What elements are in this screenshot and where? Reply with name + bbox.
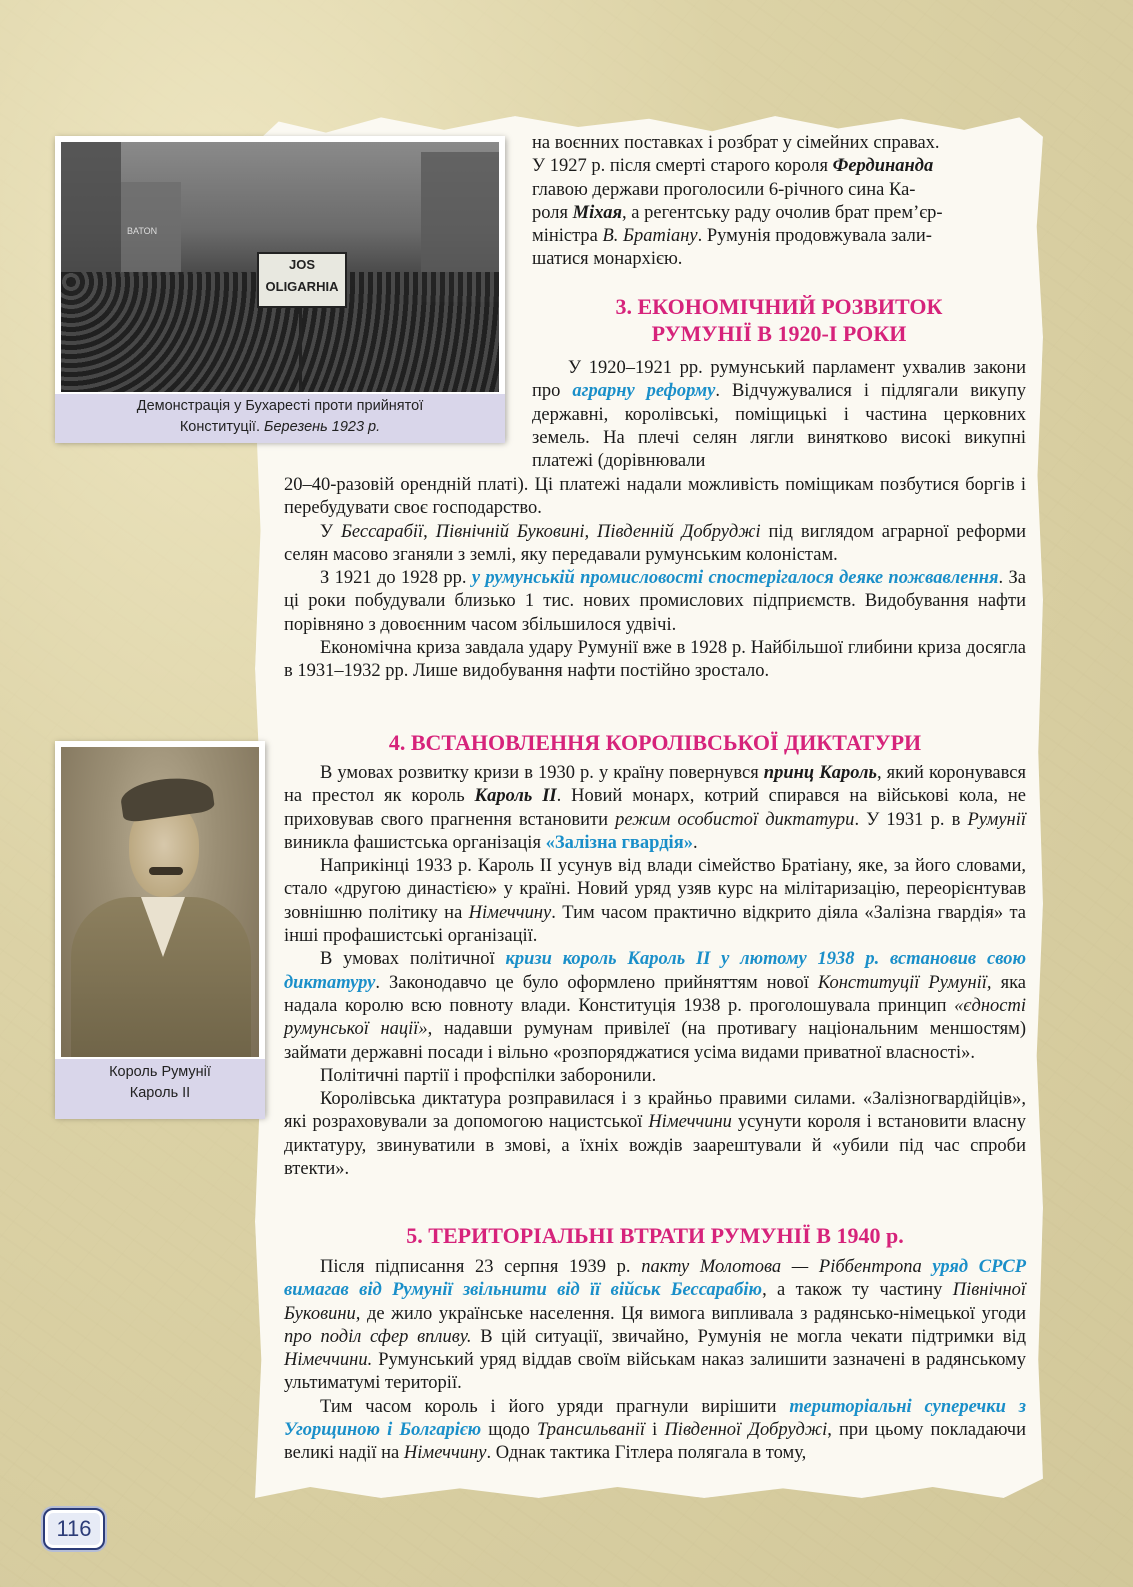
intro-line3: главою держави проголосили 6-річного сина Ка- [532, 179, 916, 200]
p6a: Наприкінці 1933 р. Кароль ІІ усунув від влади сімейство Братіану, яке, за його словами, стало «другою династією» у країні. Новий уряд узяв курс на мілітаризацію, переорієнтував зовнішню політику на [284, 856, 1026, 923]
p5g: . У 1931 р. в [854, 809, 968, 830]
p9b: Німеччини [648, 1112, 732, 1133]
p11f: Південної Добруджі [664, 1420, 828, 1441]
p11e: і [645, 1420, 665, 1441]
agrarian-a: У 1920–1921 рр. румунський парламент ухвалив закони про [532, 358, 1026, 402]
intro-line4a: роля [532, 202, 573, 223]
intro-lines [532, 132, 1026, 272]
intro-line1: на воєнних поставках і розбрат у сімейних справах. [532, 133, 940, 153]
paragraph-iron-guard [284, 1088, 1026, 1181]
agrarian-paragraph [532, 357, 1026, 473]
paragraph-molotov [284, 1256, 1026, 1396]
dictatorship-highlight: кризи король Кароль ІІ у лютому 1938 р. встановив свою диктатуру [284, 949, 1026, 993]
p10k: Румунський уряд віддав своїм військам наказ залишити зазначені в радянському ультиматумі території. [284, 1350, 1026, 1394]
p2b: Бессарабії [341, 521, 424, 542]
p7c: . Законодавчо це було оформлено прийняттям нової [375, 972, 818, 993]
p10b: пакту Молотова — Ріббентропа [641, 1257, 922, 1277]
paragraph-1933 [284, 855, 1026, 948]
demonstration-photo [55, 136, 505, 441]
demonstration-photo-caption [55, 394, 505, 443]
p10j: Німеччини. [284, 1350, 373, 1371]
p6b: Німеччину [468, 902, 552, 923]
p9a: Королівська диктатура розправилася і з крайньо правими силами. «Залізногвардійців», які розраховували за допомогою нацистської [284, 1089, 1026, 1133]
p2c: , [423, 521, 436, 542]
p11h: Німеччину [403, 1443, 487, 1464]
section-5-text [284, 1256, 1026, 1466]
paragraph-payments: 20–40-разовій орендній платі). Ці платежі надали можливість поміщикам позбутися боргів і перебудувати своє господарство. [284, 475, 1026, 519]
p10f: Північної Буковини, [284, 1280, 1027, 1324]
king-carol-portrait [61, 747, 259, 1057]
p11a: Тим часом король і його уряди прагнули вирішити [320, 1396, 790, 1417]
p2d: Північній Буковині, Південній Добруджі [435, 521, 761, 542]
paragraph-bessarabia [284, 521, 1026, 568]
iron-guard-highlight: «Залізна гвардія» [545, 832, 693, 853]
p11c: щодо [481, 1420, 537, 1441]
mihai: Міхая [572, 202, 623, 223]
section-3-heading-line1: 3. ЕКОНОМІЧНИЙ РОЗВИТОК [615, 294, 943, 319]
p2a: У [320, 521, 341, 542]
paragraph-parties: Політичні партії і профспілки заборонили. [320, 1065, 657, 1086]
p5k: . [692, 832, 698, 853]
caption-line2 [55, 417, 505, 438]
industry-highlight: у румунській промисловості спостерігалося деяке пожвавлення [471, 568, 999, 589]
p2e: під виглядом аграрної реформи селян масово зганяли з землі, яку передавали румунським колоністам. [284, 521, 1026, 565]
page-number: 116 [43, 1508, 105, 1550]
paragraph-territorial [284, 1396, 1026, 1466]
caption-line2-text: Конституції. [179, 419, 265, 435]
p9c: усунути короля і встановити власну диктатуру, звинуватили в змові, а їхніх вождів заарештували й «убили під час спроби втекти». [284, 1112, 1026, 1180]
prince-carol: принц Кароль [763, 763, 877, 783]
caption-line2-date: Березень 1923 р. [264, 419, 381, 435]
caption-line1: Демонстрація у Бухаресті проти прийнятої [136, 398, 424, 414]
protest-sign-line1: JOS [288, 257, 315, 272]
personal-dictatorship: режим особистої диктатури [615, 809, 855, 830]
p5c: , який коронувався на престол як король [284, 763, 1026, 807]
p7g: , надавши румунам привілеї (на противагу національним меншостям) займати державні посади і вільно «розпоряджатися усіма видами приватної власності». [284, 1019, 1026, 1063]
p10c [922, 1257, 933, 1277]
p10g: де жило українське населення. Ця вимога випливала з радянсько-німецької угоди [360, 1303, 1026, 1324]
main-text [284, 474, 1026, 684]
p10h: про поділ сфер впливу. [284, 1326, 472, 1347]
section-5-heading: 5. ТЕРИТОРІАЛЬНІ ВТРАТИ РУМУНІЇ В 1940 р. [406, 1223, 904, 1248]
p10a: Після підписання 23 серпня 1939 р. [320, 1257, 642, 1277]
p10i: В цій ситуації, звичайно, Румунія не могла чекати підтримки від [471, 1326, 1026, 1347]
paragraph-industry [284, 567, 1026, 637]
p5i: виникла фашистська організація [284, 832, 546, 853]
p10e: , а також ту частину [762, 1280, 953, 1301]
ussr-demand-highlight: уряд СРСР вимагав від Румунії звільнити від її військ Бессарабію [284, 1257, 1027, 1301]
ferdinand: Фердинанда [832, 156, 934, 177]
king-caption-line2: Кароль ІІ [129, 1085, 191, 1101]
military-cap [119, 773, 215, 823]
p5e: . Новий монарх, котрий спирався на військові кола, не приховував свого прагнення встановити [284, 786, 1026, 830]
p6c: . Тим часом практично відкрито діяла «Залізна гвардія» та інші профашистські організації. [284, 902, 1026, 947]
section-4-text [284, 762, 1026, 1181]
bratianu: В. Братіану [602, 226, 698, 247]
intro-line4c: , а регентську раду очолив брат прем’єр- [622, 202, 943, 223]
king-carol-caption [55, 1059, 265, 1119]
territorial-disputes-highlight: територіальні суперечки з Угорщиною і Болгарією [284, 1396, 1026, 1441]
p7d: Конституції Румунії, [817, 972, 992, 993]
p11i: . Однак тактика Гітлера полягала в тому, [486, 1443, 807, 1464]
p3c: . За ці роки побудували близько 1 тис. нових промислових підприємств. Видобування нафти порівняно з довоєнним часом збільшилося удвічі. [284, 568, 1026, 635]
sign-pole [299, 304, 302, 392]
section-3-heading-line2: РУМУНІЇ В 1920-І РОКИ [651, 321, 907, 346]
p11d: Трансильванії [536, 1420, 646, 1441]
moustache [149, 867, 183, 875]
paragraph-crisis: Економічна криза завдала удару Румунії вже в 1928 р. Найбільшої глибини криза досягла в 1931–1932 рр. Лише видобування нафти постійно зростало. [284, 638, 1026, 682]
p5a: В умовах розвитку кризи в 1930 р. у країну повернувся [320, 763, 764, 783]
paragraph-1938 [284, 948, 1026, 1064]
p11g: , при цьому покладаючи великі надії на [284, 1420, 1026, 1464]
intro-line6: шатися монархією. [532, 249, 683, 270]
carol-ii: Кароль ІІ [474, 786, 557, 807]
p5h: Румунії [967, 809, 1026, 830]
p7f: «єдності румунської нації» [284, 995, 1026, 1040]
shop-sign: BATON [127, 226, 158, 236]
p7e: яка надала королю всю повноту влади. Конституція 1938 р. проголошувала принцип [284, 972, 1026, 1016]
intro-line2a: У 1927 р. після смерті старого короля [532, 156, 833, 177]
intro-line5c: . Румунія продовжувала зали- [697, 226, 932, 247]
protest-sign-line2: OLIGARHIA [265, 279, 339, 294]
intro-line5a: міністра [532, 226, 603, 247]
agrarian-reform-highlight: аграрну реформу [572, 381, 716, 402]
section-3-heading [532, 293, 1026, 347]
protest-sign [257, 252, 347, 308]
agrarian-text [532, 357, 1026, 473]
p3a: З 1921 до 1928 рр. [320, 568, 472, 589]
paragraph-prince-carol [284, 762, 1026, 855]
king-caption-line1: Король Румунії [109, 1064, 211, 1080]
king-carol-photo [55, 741, 265, 1116]
agrarian-c: . Відчужувалися і підлягали викупу державні, королівські, поміщицькі і частина церковних земель. На плечі селян лягли винятково високі викупні платежі (дорівнювали [532, 381, 1026, 472]
intro-paragraph [532, 132, 1026, 272]
p7a: В умовах політичної [320, 949, 506, 970]
demonstration-photo-image [61, 142, 499, 392]
section-4-heading: 4. ВСТАНОВЛЕННЯ КОРОЛІВСЬКОЇ ДИКТАТУРИ [388, 730, 922, 755]
